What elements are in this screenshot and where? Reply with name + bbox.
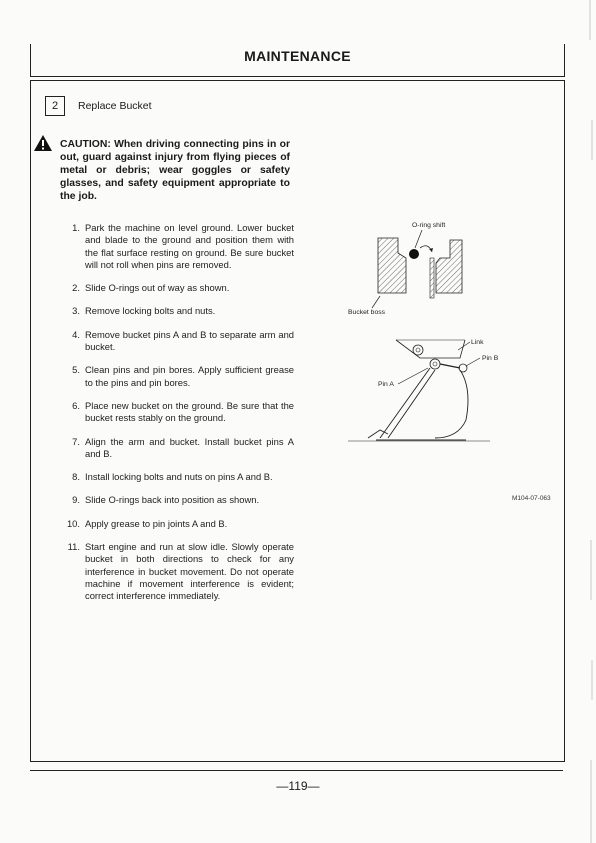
scan-edge-marks	[586, 0, 596, 843]
step-number: 7.	[72, 435, 80, 447]
list-item	[60, 282, 294, 294]
list-item	[60, 494, 294, 506]
list-item	[60, 222, 294, 271]
step-text: Start engine and run at slow idle. Slowly operate bucket in both directions to check for any interference in bucket movement. Do not operate machine if movement interference is evident; correct interference immediately.	[85, 541, 294, 602]
step-number: 2.	[72, 282, 80, 294]
leader-line	[372, 296, 380, 308]
pin-a-icon	[433, 362, 437, 366]
step-number: 8.	[72, 471, 80, 483]
arm-outline	[396, 340, 465, 358]
step-number: 3.	[72, 305, 80, 317]
list-item	[60, 305, 294, 317]
arm-shape	[436, 240, 462, 293]
pin-b-label: Pin B	[482, 355, 499, 362]
step-text: Remove bucket pins A and B to separate arm and bucket.	[85, 328, 294, 353]
step-number: 4.	[72, 328, 80, 340]
section-number: 2	[45, 96, 65, 116]
list-item	[60, 436, 294, 461]
step-number: 11.	[67, 541, 80, 553]
leader-line	[466, 358, 480, 366]
footer-rule	[30, 770, 563, 771]
step-number: 5.	[72, 364, 80, 376]
bucket-outline	[380, 368, 468, 438]
oring-shift-label: O-ring shift	[412, 222, 446, 229]
bucket-figure	[340, 328, 499, 446]
pin-bore-icon	[416, 348, 420, 352]
list-item	[60, 541, 294, 602]
list-item	[60, 518, 294, 530]
step-text: Clean pins and pin bores. Apply sufficient grease to the pins and pin bores.	[85, 364, 294, 388]
section-title: Replace Bucket	[78, 100, 152, 112]
step-number: 9.	[72, 494, 80, 506]
header-frame	[30, 44, 565, 77]
step-text: Place new bucket on the ground. Be sure that the bucket rests stably on the ground.	[85, 399, 294, 424]
bucket-boss-shape	[378, 238, 406, 293]
step-number: 1.	[72, 222, 80, 233]
pin-bore-icon	[413, 345, 423, 355]
caution-text: CAUTION: When driving connecting pins in or out, guard against injury from flying pieces of metal or debris; wear goggles or safety glasses, and safety equipment appropriate to the job.	[60, 139, 290, 202]
step-number: 10.	[66, 517, 80, 529]
step-text: Align the arm and bucket. Install bucket pins A and B.	[85, 435, 294, 459]
step-text: Park the machine on level ground. Lower bucket and blade to the ground and position them with the flat surface resting on ground. Be sure bucket will not roll when pins are removed.	[85, 222, 294, 270]
link-bar	[440, 364, 460, 368]
pin-a-icon	[430, 359, 440, 369]
link-label: Link	[471, 339, 484, 346]
page-number: —119—	[276, 779, 320, 793]
step-text: Apply grease to pin joints A and B.	[85, 517, 228, 529]
list-item	[60, 400, 294, 425]
list-item	[60, 471, 294, 483]
arrowhead-icon	[429, 248, 433, 252]
bucket-boss-label: Bucket boss	[348, 309, 386, 316]
figure-code: M104-07-063	[512, 495, 551, 502]
warning-triangle-icon	[33, 134, 53, 152]
step-text: Slide O-rings back into position as shown.	[85, 494, 260, 506]
leader-line	[398, 368, 428, 384]
step-number: 6.	[72, 399, 80, 411]
step-text: Slide O-rings out of way as shown.	[85, 282, 230, 294]
step-text: Remove locking bolts and nuts.	[85, 305, 216, 317]
list-item	[60, 364, 294, 389]
steps-list	[60, 222, 294, 603]
pin-shape	[430, 258, 434, 298]
pin-a-label: Pin A	[378, 381, 394, 388]
oring-figure	[340, 218, 480, 318]
oring-icon	[409, 249, 419, 259]
page-title: MAINTENANCE	[244, 48, 351, 64]
list-item	[60, 329, 294, 354]
leader-line	[415, 230, 422, 248]
step-text: Install locking bolts and nuts on pins A and B.	[85, 471, 273, 483]
